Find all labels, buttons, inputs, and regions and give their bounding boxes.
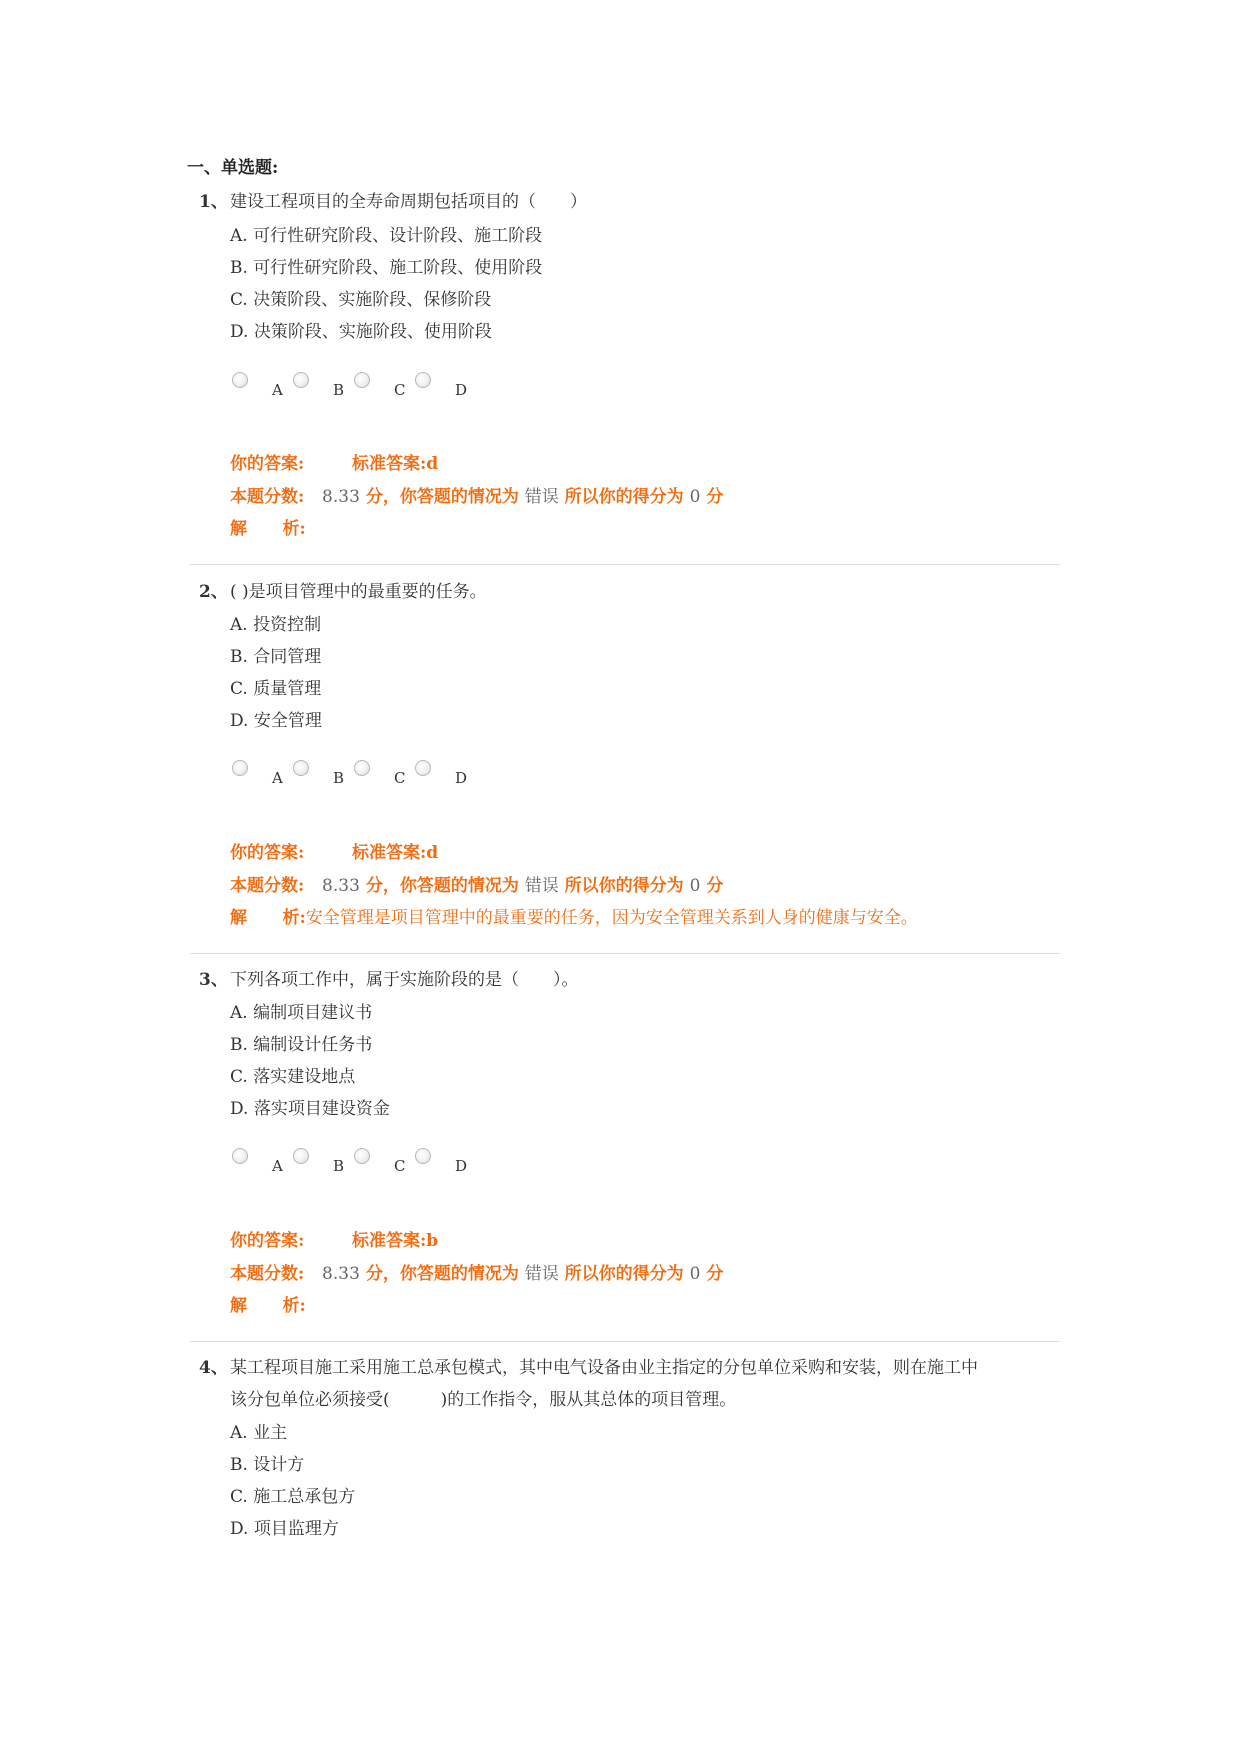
- divider: [190, 1341, 1060, 1342]
- radio-c[interactable]: [354, 760, 370, 776]
- radio-label-c: C: [394, 769, 406, 787]
- result-label: 所以你的得分为: [564, 876, 684, 896]
- result-unit: 分: [706, 876, 724, 896]
- radio-label-a: A: [272, 1157, 283, 1175]
- option-c: C. 决策阶段、实施阶段、保修阶段: [230, 290, 492, 310]
- your-answer-label: 你的答案:: [230, 454, 305, 474]
- result-unit: 分: [706, 487, 724, 507]
- option-c: C. 质量管理: [230, 679, 322, 699]
- score-line: [230, 489, 723, 506]
- divider: [190, 564, 1060, 565]
- analysis-label-1: 解: [230, 1296, 247, 1316]
- option-b: B. 编制设计任务书: [230, 1035, 373, 1055]
- question-number: 3、: [199, 970, 228, 990]
- radio-d[interactable]: [415, 1148, 431, 1164]
- your-answer-label: 你的答案:: [230, 843, 305, 863]
- option-b: B. 合同管理: [230, 647, 322, 667]
- score-value: 8.33: [322, 487, 360, 507]
- analysis-label-2: 析:: [282, 908, 306, 928]
- radio-label-b: B: [333, 769, 345, 787]
- result-value: 0: [689, 876, 701, 896]
- radio-d[interactable]: [415, 372, 431, 388]
- answer-status: 错误: [524, 1264, 559, 1284]
- radio-label-d: D: [455, 381, 468, 399]
- radio-d[interactable]: [415, 760, 431, 776]
- standard-answer-value: d: [426, 843, 439, 863]
- analysis-line: [230, 521, 306, 538]
- question-text-line-2: 该分包单位必须接受( )的工作指令，服从其总体的项目管理。: [230, 1390, 737, 1410]
- score-label: 本题分数:: [230, 1264, 305, 1284]
- option-b: B. 设计方: [230, 1455, 305, 1475]
- question-text: 建设工程项目的全寿命周期包括项目的（ ）: [230, 192, 587, 212]
- analysis-label-1: 解: [230, 519, 247, 539]
- result-unit: 分: [706, 1264, 724, 1284]
- score-status-label: 分，你答题的情况为: [365, 876, 519, 896]
- analysis-label-2: 析:: [282, 1296, 306, 1316]
- radio-a[interactable]: [232, 760, 248, 776]
- score-label: 本题分数:: [230, 487, 305, 507]
- radio-label-b: B: [333, 1157, 345, 1175]
- radio-label-a: A: [272, 381, 283, 399]
- radio-a[interactable]: [232, 1148, 248, 1164]
- option-c: C. 施工总承包方: [230, 1487, 356, 1507]
- analysis-line: [230, 910, 918, 927]
- option-d: D. 决策阶段、实施阶段、使用阶段: [230, 322, 492, 342]
- score-status-label: 分，你答题的情况为: [365, 487, 519, 507]
- score-line: [230, 1266, 723, 1283]
- question-text: 下列各项工作中，属于实施阶段的是（ ）。: [230, 970, 579, 990]
- question-number: 4、: [199, 1358, 228, 1378]
- radio-c[interactable]: [354, 372, 370, 388]
- score-value: 8.33: [322, 1264, 360, 1284]
- option-d: D. 落实项目建设资金: [230, 1099, 390, 1119]
- standard-answer-value: b: [426, 1231, 439, 1251]
- question-number: 2、: [199, 582, 228, 602]
- divider: [190, 953, 1060, 954]
- radio-b[interactable]: [293, 372, 309, 388]
- radio-label-d: D: [455, 1157, 468, 1175]
- result-value: 0: [689, 1264, 701, 1284]
- score-label: 本题分数:: [230, 876, 305, 896]
- result-label: 所以你的得分为: [564, 1264, 684, 1284]
- standard-answer-label: 标准答案:d: [352, 843, 439, 863]
- radio-b[interactable]: [293, 760, 309, 776]
- result-label: 所以你的得分为: [564, 487, 684, 507]
- option-d: D. 项目监理方: [230, 1519, 339, 1539]
- option-a: A. 编制项目建议书: [230, 1003, 373, 1023]
- question-number: 1、: [199, 192, 228, 212]
- radio-label-d: D: [455, 769, 468, 787]
- option-a: A. 可行性研究阶段、设计阶段、施工阶段: [230, 226, 543, 246]
- analysis-label-2: 析:: [282, 519, 306, 539]
- analysis-line: [230, 1298, 306, 1315]
- radio-label-c: C: [394, 1157, 406, 1175]
- radio-a[interactable]: [232, 372, 248, 388]
- score-line: [230, 878, 723, 895]
- analysis-text: 安全管理是项目管理中的最重要的任务，因为安全管理关系到人身的健康与安全。: [305, 908, 918, 928]
- option-b: B. 可行性研究阶段、施工阶段、使用阶段: [230, 258, 543, 278]
- radio-c[interactable]: [354, 1148, 370, 1164]
- result-value: 0: [689, 487, 701, 507]
- standard-answer-value: d: [426, 454, 439, 474]
- answer-status: 错误: [524, 876, 559, 896]
- radio-b[interactable]: [293, 1148, 309, 1164]
- radio-label-a: A: [272, 769, 283, 787]
- option-a: A. 投资控制: [230, 615, 322, 635]
- section-title: 一、单选题:: [187, 158, 279, 178]
- score-value: 8.33: [322, 876, 360, 896]
- standard-answer-label: 标准答案:d: [352, 454, 439, 474]
- option-c: C. 落实建设地点: [230, 1067, 356, 1087]
- radio-label-b: B: [333, 381, 345, 399]
- answer-status: 错误: [524, 487, 559, 507]
- standard-answer-label: 标准答案:b: [352, 1231, 439, 1251]
- question-text: ( )是项目管理中的最重要的任务。: [230, 582, 487, 602]
- your-answer-label: 你的答案:: [230, 1231, 305, 1251]
- question-text-line-1: 某工程项目施工采用施工总承包模式，其中电气设备由业主指定的分包单位采购和安装，则在施工中: [230, 1358, 978, 1378]
- option-a: A. 业主: [230, 1423, 288, 1443]
- radio-label-c: C: [394, 381, 406, 399]
- analysis-label-1: 解: [230, 908, 247, 928]
- score-status-label: 分，你答题的情况为: [365, 1264, 519, 1284]
- option-d: D. 安全管理: [230, 711, 322, 731]
